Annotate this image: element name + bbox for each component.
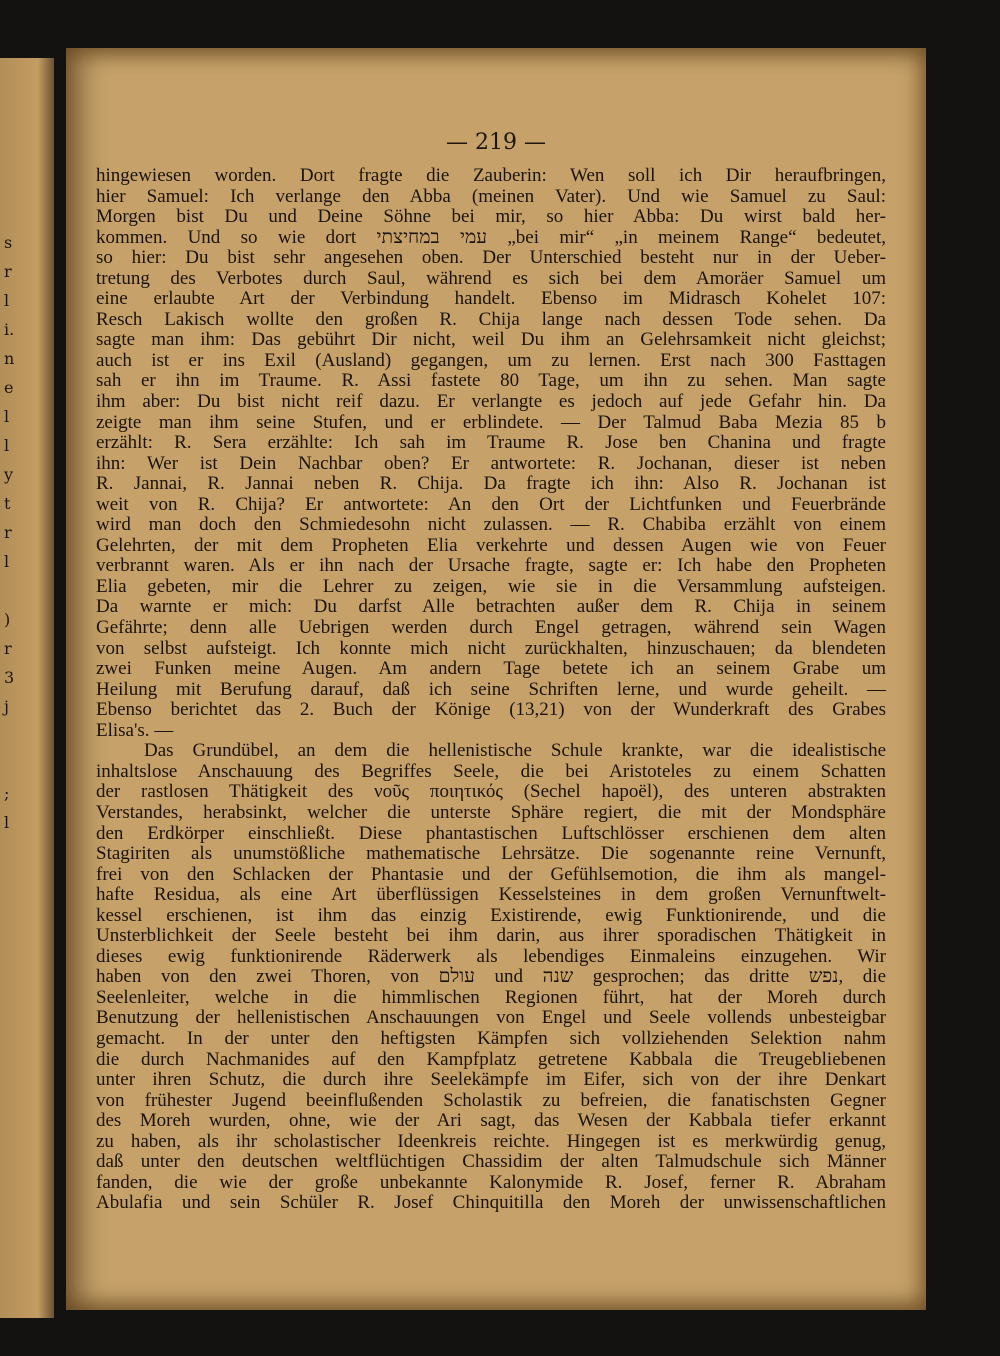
text-line: daß unter den deutschen weltflüchtigen Chassidim der alten Talmudschule sich Männer [96,1151,886,1173]
text-line: weit von R. Chija? Er antwortete: An den Ort der Lichtfunken und Feuerbrände [96,493,886,515]
text-line: dieses ewig funktionirende Räderwerk als lebendiges Einmaleins einzugehen. Wir [96,945,886,967]
text-line: Gelehrten, der mit dem Propheten Elia verkehrte und dessen Augen wie von Feuer [96,534,886,556]
text-line: zwei Funken meine Augen. Am andern Tage betete ich an seinem Grabe um [96,658,886,680]
facing-page-char: ) [4,610,11,629]
facing-page-edge [0,58,54,1318]
text-line: kommen. Und so wie dort עמי במחיצתי „bei mir“ „in meinem Range“ bedeutet, [96,226,886,248]
page-number: — 219 — [446,130,546,155]
text-line: ihn: Wer ist Dein Nachbar oben? Er antwortete: R. Jochanan, dieser ist neben [96,452,886,474]
text-line: Unsterblichkeit der Seele besteht bei ihm darin, aus ihrer sporadischen Thätigkeit in [96,925,886,947]
text-line: zu haben, als ihr scholastischer Ideenkreis reichte. Hingegen ist es merkwürdig genug, [96,1130,886,1152]
text-line: R. Jannai, R. Jannai neben R. Chija. Da fragte ich ihn: Also R. Jochanan ist [96,473,886,495]
text-line: eine erlaubte Art der Verbindung handelt. Ebenso im Midrasch Kohelet 107: [96,288,886,310]
text-line: hier Samuel: Ich verlange den Abba (meinen Vater). Und wie Samuel zu Saul: [96,185,886,207]
text-line: Morgen bist Du und Deine Söhne bei mir, so hier Abba: Du wirst bald her- [96,206,886,228]
text-line: gemacht. In der unter den heftigsten Kämpfen sich vollziehenden Selektion nahm [96,1027,886,1049]
text-line: unter ihren Schutz, die durch ihre Seelekämpfe im Eifer, sich von der ihre Denkart [96,1069,886,1091]
facing-page-char: y [4,465,14,484]
facing-page-char [4,721,24,750]
text-line: so hier: Du bist sehr angesehen oben. Der Unterschied besteht nur in der Ueber- [96,247,886,269]
text-line: Heilung mit Berufung darauf, daß ich seine Schriften lerne, und wurde geheilt. — [96,678,886,700]
text-line: tretung des Verbotes durch Saul, während es sich bei dem Amoräer Samuel um [96,267,886,289]
facing-page-char: i. [4,320,15,339]
facing-page-text [4,228,24,837]
facing-page-char: n [4,349,15,368]
text-line: Elisa's. — [96,719,174,741]
text-line: Benutzung der hellenistischen Anschauungen von Engel und Seele vollends unbesteigbar [96,1007,886,1029]
text-line: Verstandes, herabsinkt, welcher die unterste Sphäre regiert, die mit der Mondsphäre [96,801,886,823]
book-page [66,48,926,1310]
text-line: zeigte man ihm seine Stufen, und er erblindete. — Der Talmud Baba Mezia 85 b [96,411,886,433]
text-line: fanden, die wie der große unbekannte Kalonymide R. Josef, ferner R. Abraham [96,1171,886,1193]
text-line: des Moreh wurden, ohne, wie der Ari sagt, das Wesen der Kabbala tiefer erkannt [96,1110,886,1132]
text-line: den Erdkörper einschließt. Diese phantastischen Luftschlösser erschienen dem alten [96,822,886,844]
facing-page-char: s [4,233,13,252]
text-line: der rastlosen Thätigkeit des νοῦς ποιητικός (Sechel hapoël), des unteren abstrakten [96,781,886,803]
text-line: Seelenleiter, welche in die himmlischen Regionen führt, hat der Moreh durch [96,986,886,1008]
text-line: Ebenso berichtet das 2. Buch der Könige (13,21) von der Wunderkraft des Grabes [96,699,886,721]
text-line: verbrannt waren. Als er ihn nach der Ursache fragte, sagte er: Ich habe den Propheten [96,555,886,577]
text-line: Da warnte er mich: Du darfst Alle betrachten außer dem R. Chija in seinem [96,596,886,618]
facing-page-char: l [4,552,10,571]
text-line: Gefährte; denn alle Uebrigen werden durch Engel getragen, während sein Wagen [96,617,886,639]
text-line: von selbst aufsteigt. Ich konnte mich nicht zurückhalten, hinzuschauen; da blendeten [96,637,886,659]
text-line: Resch Lakisch wollte den großen R. Chija lange nach dessen Tode sehen. Da [96,308,886,330]
text-line: hingewiesen worden. Dort fragte die Zauberin: Wen soll ich Dir heraufbringen, [96,165,886,186]
facing-page-char: t [4,494,11,513]
facing-page-char: e [4,378,14,397]
text-line: frei von den Schlacken der Phantasie und der Gefühlsemotion, die ihm als mangel- [96,863,886,885]
text-line: von frühester Jugend beeinflußenden Scholastik zu befreien, die fanatischsten Gegner [96,1089,886,1111]
facing-page-char: l [4,813,10,832]
facing-page-char: r [4,523,12,542]
text-line: kessel erschienen, ist ihm das einzig Existirende, ewig Funktionirende, und die [96,904,886,926]
text-line: sagte man ihm: Das gebührt Dir nicht, weil Du ihm an Gelehrsamkeit nicht gleichst; [96,329,886,351]
body-text [96,166,886,1214]
text-line: ihm aber: Du bist nicht reif dazu. Er verlangte es jedoch auf jede Gefahr hin. Da [96,391,886,413]
text-line: Stagiriten als unumstößliche mathematische Lehrsätze. Die sogenannte reine Vernunft, [96,843,886,865]
facing-page-char [4,576,24,605]
facing-page-char: ; [4,784,10,803]
facing-page-char: r [4,639,12,658]
text-line: Abulafia und sein Schüler R. Josef Chinquitilla den Moreh der unwissenschaftlichen [96,1192,886,1214]
text-line: haben von den zwei Thoren, von עולם und שנה gesprochen; das dritte נפש, die [96,966,887,988]
facing-page-char: l [4,407,10,426]
text-line: auch ist er ins Exil (Ausland) gegangen, um zu lernen. Erst nach 300 Fasttagen [96,349,886,371]
facing-page-char: 3 [4,668,15,687]
text-line: inhaltslose Anschauung des Begriffes Seele, die bei Aristoteles zu einem Schatten [96,760,886,782]
facing-page-char: l [4,436,10,455]
facing-page-char [4,750,24,779]
facing-page-char: r [4,262,12,281]
text-line: die durch Nachmanides auf den Kampfplatz getretene Kabbala die Treugebliebenen [96,1048,886,1070]
text-line: wird man doch den Schmiedesohn nicht zulassen. — R. Chabiba erzählt von einem [96,514,886,536]
text-line: hafte Residua, als eine Art überflüssigen Kesselsteines in dem großen Vernunftwelt- [96,884,886,906]
text-line: sah er ihn im Traume. R. Assi fastete 80 Tage, um ihn zu sehen. Man sagte [96,370,886,392]
facing-page-char: j [4,697,9,716]
text-line: Elia gebeten, mir die Lehrer zu zeigen, wie sie in die Versammlung aufsteigen. [96,575,886,597]
text-line: Das Grundübel, an dem die hellenistische Schule krankte, war die idealistische [144,740,886,762]
facing-page-char: l [4,291,10,310]
text-line: erzählt: R. Sera erzählte: Ich sah im Traume R. Jose ben Chanina und fragte [96,432,886,454]
